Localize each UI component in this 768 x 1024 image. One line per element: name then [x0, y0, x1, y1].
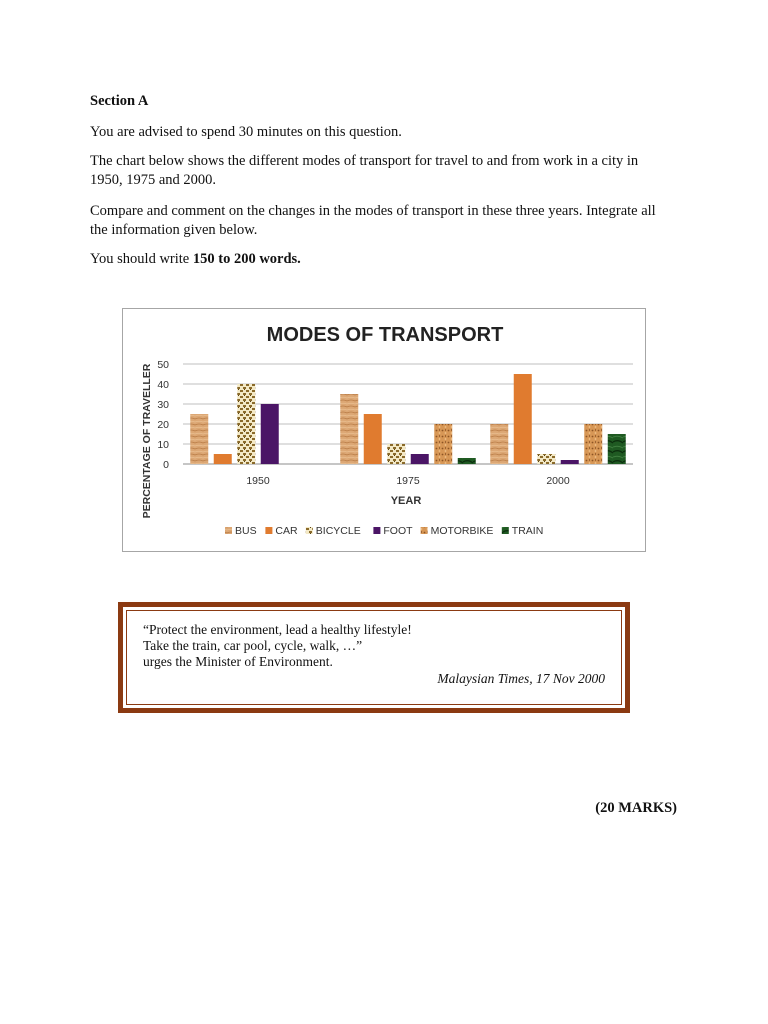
instruction-chart-description: The chart below shows the different modes of transport for travel to and from work in a city in 1950, 1975 and 2000.: [90, 153, 639, 188]
legend-swatch-bicycle: [306, 527, 313, 534]
legend-label-bus: BUS: [235, 525, 257, 537]
bar-train-1975: [458, 458, 476, 464]
chart-legend: [225, 525, 543, 537]
legend-label-bicycle: BICYCLE: [315, 525, 361, 537]
instruction-word-count: [90, 250, 670, 269]
bar-bicycle-1950: [237, 384, 255, 464]
legend-label-train: TRAIN: [511, 525, 544, 537]
quote-source: Malaysian Times, 17 Nov 2000: [437, 671, 605, 686]
bar-bus-1950: [190, 414, 208, 464]
bar-bicycle-1975: [387, 444, 405, 464]
y-tick-label-0: 0: [163, 459, 169, 471]
x-tick-label-2000: 2000: [546, 475, 570, 487]
instruction-time: You are advised to spend 30 minutes on this question.: [90, 124, 402, 140]
bar-car-1950: [214, 454, 232, 464]
quote-line-2: Take the train, car pool, cycle, walk, …”: [143, 638, 363, 653]
chart-title: MODES OF TRANSPORT: [266, 324, 504, 346]
legend-label-motorbike: MOTORBIKE: [430, 525, 494, 537]
quote-inner-border: [126, 610, 622, 705]
quote-line-3: urges the Minister of Environment.: [143, 654, 333, 669]
y-tick-label-30: 30: [157, 399, 169, 411]
word-count-prefix: You should write: [90, 251, 193, 267]
x-axis-label: YEAR: [390, 495, 422, 507]
bar-bicycle-2000: [537, 454, 555, 464]
bar-foot-2000: [561, 460, 579, 464]
y-tick-label-50: 50: [157, 359, 169, 371]
y-tick-label-20: 20: [157, 419, 169, 431]
bar-foot-1950: [261, 404, 279, 464]
legend-swatch-bus: [225, 527, 232, 534]
legend-swatch-motorbike: [421, 527, 428, 534]
bar-car-1975: [364, 414, 382, 464]
x-tick-label-1975: 1975: [396, 475, 420, 487]
bar-bus-1975: [340, 394, 358, 464]
bar-train-2000: [608, 434, 626, 464]
y-tick-label-40: 40: [157, 379, 169, 391]
chart-bars: [190, 374, 626, 464]
y-axis-ticks: [157, 359, 169, 471]
bar-car-2000: [514, 374, 532, 464]
bar-bus-2000: [490, 424, 508, 464]
section-heading: Section A: [90, 93, 149, 109]
quote-line-1: “Protect the environment, lead a healthy lifestyle!: [143, 622, 412, 637]
word-count-range: 150 to 200 words.: [192, 251, 301, 267]
legend-label-car: CAR: [275, 525, 298, 537]
quote-box: [118, 602, 630, 713]
legend-swatch-foot: [373, 527, 380, 534]
x-axis-ticks: [246, 475, 570, 487]
y-axis-label: PERCENTAGE OF TRAVELLER: [141, 363, 153, 519]
marks-label: (20 MARKS): [595, 800, 677, 816]
x-tick-label-1950: 1950: [246, 475, 270, 487]
bar-foot-1975: [411, 454, 429, 464]
transport-chart: [122, 308, 646, 552]
bar-motorbike-1975: [434, 424, 452, 464]
legend-label-foot: FOOT: [383, 525, 413, 537]
legend-swatch-train: [502, 527, 509, 534]
legend-swatch-car: [265, 527, 272, 534]
y-tick-label-10: 10: [157, 439, 169, 451]
instruction-task: Compare and comment on the changes in the modes of transport in these three years. Integrate all the information given below.: [90, 203, 656, 238]
chart-svg: [123, 309, 647, 553]
bar-motorbike-2000: [584, 424, 602, 464]
